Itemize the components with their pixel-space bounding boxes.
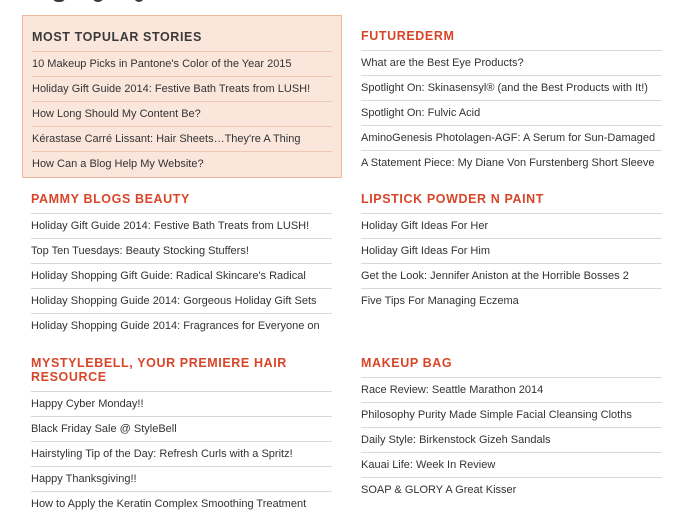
- list-item[interactable]: [361, 477, 662, 502]
- list-item[interactable]: [361, 402, 662, 427]
- list-item[interactable]: [361, 150, 662, 175]
- most-popular-stories-section: [22, 15, 342, 178]
- story-link[interactable]: Race Review: Seattle Marathon 2014: [361, 384, 544, 396]
- story-link[interactable]: AminoGenesis Photolagen-AGF: A Serum for Sun-Damaged: [361, 132, 656, 144]
- story-link[interactable]: Hairstyling Tip of the Day: Refresh Curls with a Spritz!: [31, 448, 293, 460]
- story-link[interactable]: Get the Look: Jennifer Aniston at the Horrible Bosses 2: [361, 270, 629, 282]
- pammy-list: [31, 213, 332, 338]
- list-item[interactable]: [361, 213, 662, 238]
- story-link[interactable]: Top Ten Tuesdays: Beauty Stocking Stuffers!: [31, 245, 249, 257]
- story-link[interactable]: Holiday Gift Guide 2014: Festive Bath Treats from LUSH!: [32, 83, 311, 95]
- story-link[interactable]: 10 Makeup Picks in Pantone's Color of the Year 2015: [32, 58, 292, 70]
- story-link[interactable]: A Statement Piece: My Diane Von Furstenberg Short Sleeve: [361, 157, 655, 169]
- section-title-pammy[interactable]: PAMMY BLOGS BEAUTY: [31, 192, 190, 206]
- story-link[interactable]: Philosophy Purity Made Simple Facial Cleansing Cloths: [361, 409, 632, 421]
- list-item[interactable]: [32, 151, 332, 176]
- story-link[interactable]: How Can a Blog Help My Website?: [32, 158, 204, 170]
- section-title-line-2: RESOURCE: [31, 370, 107, 384]
- story-link[interactable]: Happy Cyber Monday!!: [31, 398, 144, 410]
- story-link[interactable]: Black Friday Sale @ StyleBell: [31, 423, 177, 435]
- story-link[interactable]: Holiday Shopping Gift Guide: Radical Skincare's Radical: [31, 270, 306, 282]
- futurederm-section: [361, 29, 662, 175]
- list-item[interactable]: [32, 51, 332, 76]
- futurederm-list: [361, 50, 662, 175]
- list-item[interactable]: [361, 75, 662, 100]
- list-item[interactable]: [361, 125, 662, 150]
- cut-off-heading: [22, 0, 322, 6]
- section-title-futurederm[interactable]: FUTUREDERM: [361, 29, 455, 43]
- list-item[interactable]: [361, 100, 662, 125]
- story-link[interactable]: Kauai Life: Week In Review: [361, 459, 496, 471]
- list-item[interactable]: [31, 466, 332, 491]
- story-link[interactable]: Holiday Gift Guide 2014: Festive Bath Treats from LUSH!: [31, 220, 310, 232]
- list-item[interactable]: [31, 288, 332, 313]
- list-item[interactable]: [32, 101, 332, 126]
- list-item[interactable]: [32, 76, 332, 101]
- list-item[interactable]: [31, 213, 332, 238]
- story-link[interactable]: SOAP & GLORY A Great Kisser: [361, 484, 517, 496]
- section-title-most-popular: MOST TOPULAR STORIES: [32, 30, 202, 44]
- list-item[interactable]: [361, 238, 662, 263]
- list-item[interactable]: [31, 238, 332, 263]
- list-item[interactable]: [31, 263, 332, 288]
- list-item[interactable]: [361, 288, 662, 313]
- lipstick-powder-n-paint-section: [361, 192, 662, 313]
- list-item[interactable]: [361, 50, 662, 75]
- story-link[interactable]: What are the Best Eye Products?: [361, 57, 524, 69]
- pammy-blogs-beauty-section: [31, 192, 332, 338]
- story-link[interactable]: Holiday Gift Ideas For Her: [361, 220, 489, 232]
- list-item[interactable]: [32, 126, 332, 151]
- list-item[interactable]: [361, 377, 662, 402]
- story-link[interactable]: Five Tips For Managing Eczema: [361, 295, 519, 307]
- list-item[interactable]: [31, 491, 332, 516]
- story-link[interactable]: Spotlight On: Fulvic Acid: [361, 107, 481, 119]
- story-link[interactable]: How to Apply the Keratin Complex Smoothing Treatment: [31, 498, 307, 510]
- section-title-mystylebell[interactable]: [31, 356, 332, 384]
- story-link[interactable]: Spotlight On: Skinasensyl® (and the Best Products with It!): [361, 82, 648, 94]
- makeup-bag-section: [361, 356, 662, 502]
- mystylebell-list: [31, 391, 332, 516]
- list-item[interactable]: [31, 313, 332, 338]
- story-link[interactable]: Holiday Gift Ideas For Him: [361, 245, 490, 257]
- list-item[interactable]: [361, 427, 662, 452]
- story-link[interactable]: Happy Thanksgiving!!: [31, 473, 137, 485]
- lipstick-list: [361, 213, 662, 313]
- list-item[interactable]: [31, 416, 332, 441]
- makeup-bag-list: [361, 377, 662, 502]
- most-popular-list: [32, 51, 332, 176]
- story-link[interactable]: How Long Should My Content Be?: [32, 108, 201, 120]
- list-item[interactable]: [361, 263, 662, 288]
- story-link[interactable]: Kérastase Carré Lissant: Hair Sheets…They're A Thing: [32, 133, 301, 145]
- section-title-makeup-bag[interactable]: MAKEUP BAG: [361, 356, 453, 370]
- list-item[interactable]: [361, 452, 662, 477]
- story-link[interactable]: Holiday Shopping Guide 2014: Gorgeous Holiday Gift Sets: [31, 295, 317, 307]
- mystylebell-section: [31, 356, 332, 516]
- list-item[interactable]: [31, 391, 332, 416]
- section-title-lipstick[interactable]: LIPSTICK POWDER N PAINT: [361, 192, 545, 206]
- list-item[interactable]: [31, 441, 332, 466]
- story-link[interactable]: Daily Style: Birkenstock Gizeh Sandals: [361, 434, 551, 446]
- section-title-line-1: MYSTYLEBELL, YOUR PREMIERE HAIR: [31, 356, 287, 370]
- story-link[interactable]: Holiday Shopping Guide 2014: Fragrances for Everyone on: [31, 320, 320, 332]
